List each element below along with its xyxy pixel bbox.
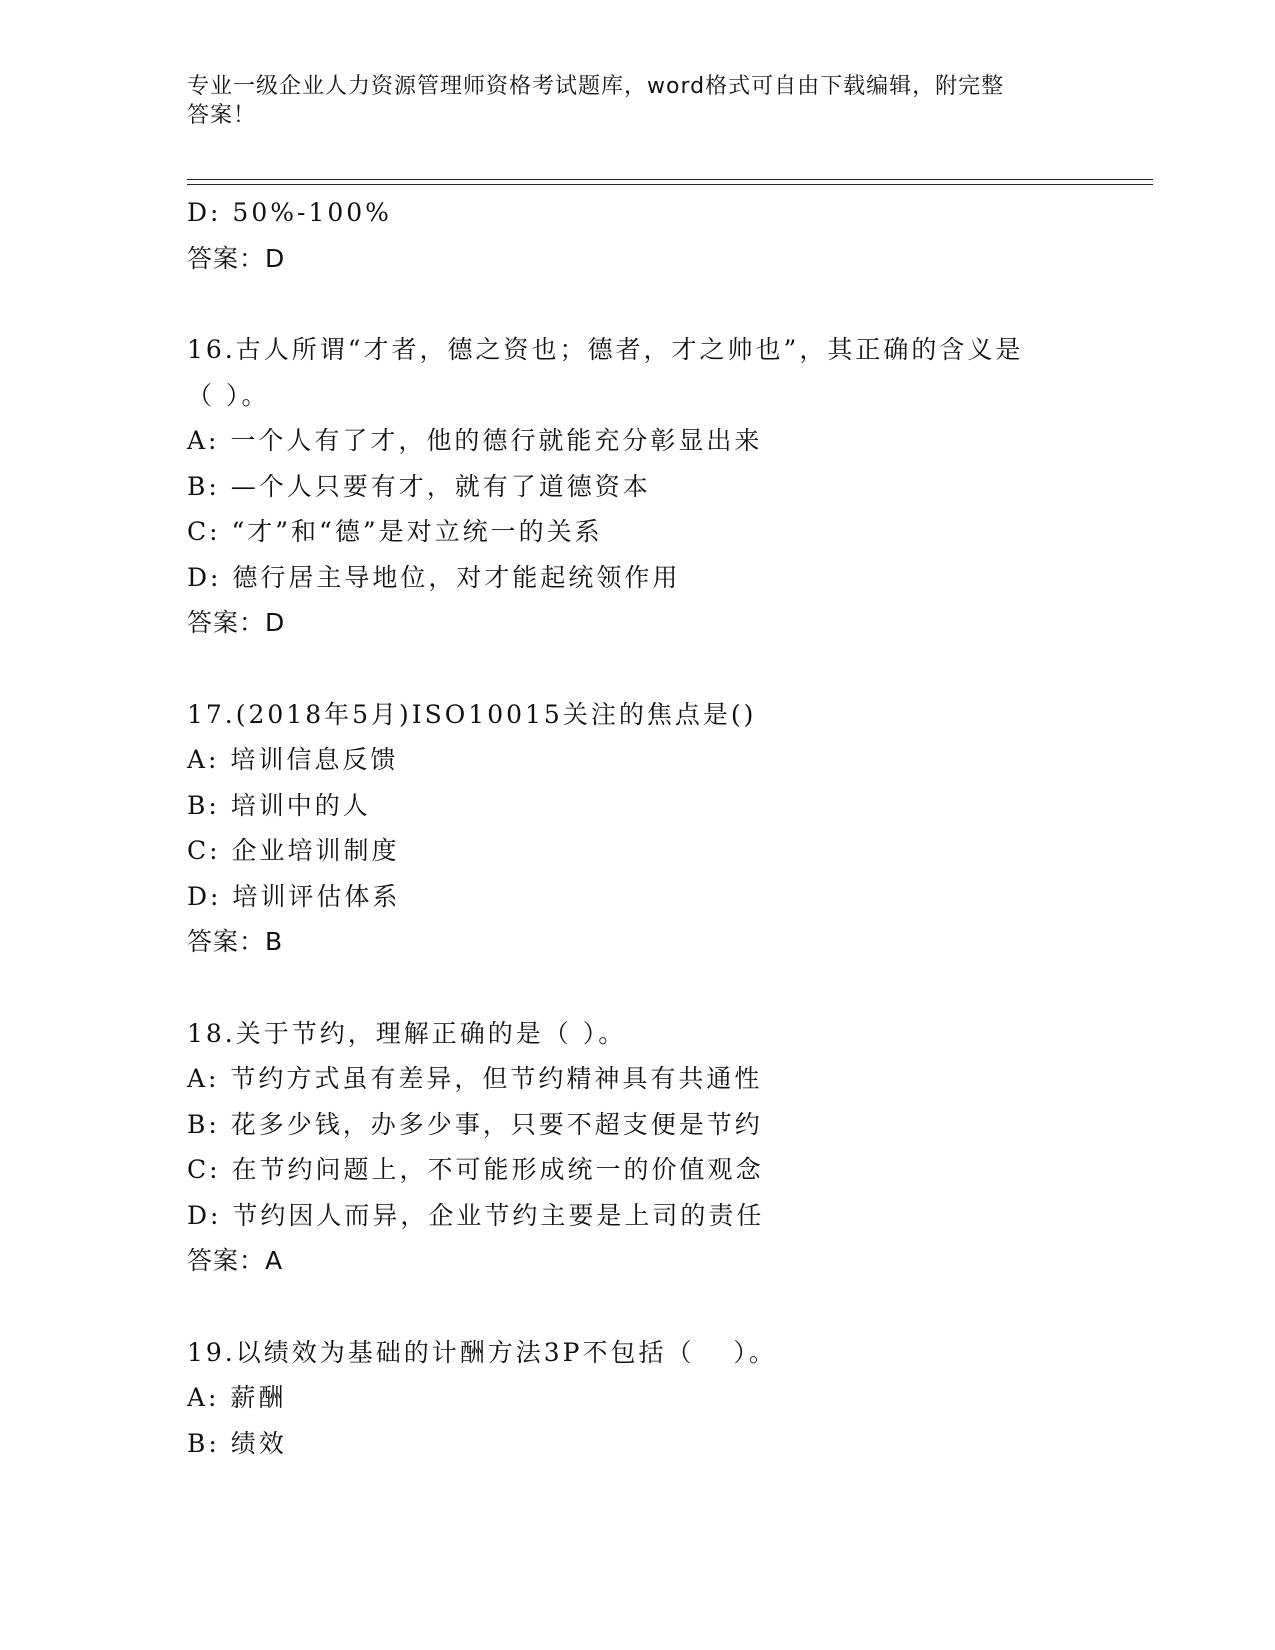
option-d: D: 培训评估体系 [187, 881, 401, 911]
page-header [187, 72, 1067, 130]
option-c: C: 在节约问题上，不可能形成统一的价值观念 [187, 1155, 764, 1184]
option-d: D: 德行居主导地位，对才能起统领作用 [187, 562, 681, 592]
option-a: A: 一个人有了才，他的德行就能充分彰显出来 [187, 426, 763, 455]
question-18 [187, 1011, 1147, 1284]
question-stem: 19.以绩效为基础的计酬方法3P不包括（ ）。 [187, 1337, 777, 1367]
option-a: A: 薪酬 [187, 1383, 287, 1412]
question-stem: 17.(2018年5月)ISO10015关注的焦点是() [187, 699, 757, 729]
question-stem: 18.关于节约，理解正确的是（ ）。 [187, 1018, 627, 1048]
answer-line: 答案：A [187, 1246, 284, 1275]
option-c: C: 企业培训制度 [187, 836, 400, 865]
option-d: D: 节约因人而异，企业节约主要是上司的责任 [187, 1200, 765, 1230]
answer-line: 答案：D [187, 608, 286, 637]
option-d: D: 50%-100% [187, 198, 392, 227]
header-line-2: 答案！ [187, 103, 257, 128]
question-15-tail [187, 190, 1147, 281]
option-b: B: 培训中的人 [187, 790, 371, 820]
header-line-1: 专业一级企业人力资源管理师资格考试题库，word格式可自由下载编辑，附完整 [187, 74, 1005, 99]
question-16 [187, 327, 1147, 646]
question-17 [187, 692, 1147, 965]
question-stem: 16.古人所谓“才者，德之资也；德者，才之帅也”，其正确的含义是 [187, 335, 1024, 364]
option-a: A: 节约方式虽有差异，但节约精神具有共通性 [187, 1064, 763, 1093]
header-rule-top [187, 179, 1153, 180]
option-b: B: 绩效 [187, 1428, 287, 1458]
option-a: A: 培训信息反馈 [187, 745, 399, 774]
header-rule-bottom [187, 184, 1153, 185]
question-stem-cont: （ ）。 [187, 380, 270, 410]
option-b: B: —个人只要有才，就有了道德资本 [187, 471, 651, 501]
option-b: B: 花多少钱，办多少事，只要不超支便是节约 [187, 1109, 763, 1139]
option-c: C: “才”和“德”是对立统一的关系 [187, 517, 603, 546]
question-19 [187, 1330, 1147, 1467]
answer-line: 答案：D [187, 243, 286, 273]
answer-line: 答案：B [187, 927, 284, 956]
question-list [187, 190, 1147, 1466]
